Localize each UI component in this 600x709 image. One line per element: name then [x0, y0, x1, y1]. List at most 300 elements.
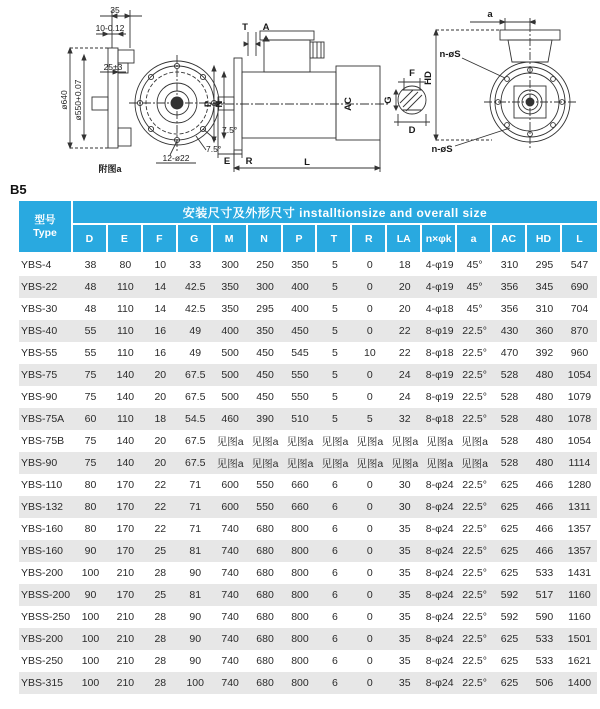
table-cell: 4-φ18	[425, 303, 454, 315]
table-cell: 28	[154, 677, 167, 689]
table-cell: 350	[291, 259, 309, 271]
row-type: YBS-315	[21, 677, 64, 689]
table-cell: 680	[256, 567, 274, 579]
table-cell: 740	[221, 523, 239, 535]
dim-label-ns-bottom: n-øS	[431, 144, 453, 155]
type-header-cn: 型号	[34, 214, 56, 227]
table-cell: 360	[535, 325, 554, 337]
table-cell: 80	[119, 259, 132, 271]
table-cell: 见图a	[216, 457, 244, 470]
table-cell: 90	[189, 611, 202, 623]
table-cell: 625	[500, 501, 519, 513]
table-cell: 100	[81, 677, 100, 689]
column-header-AC: AC	[492, 225, 527, 254]
table-cell: 517	[535, 589, 554, 601]
table-cell: 90	[84, 545, 97, 557]
table-cell: 28	[154, 567, 167, 579]
row-type: YBS-75A	[21, 413, 65, 425]
table-cell: 42.5	[185, 303, 206, 315]
table-cell: 35	[398, 633, 411, 645]
table-cell: 0	[366, 369, 373, 381]
table-cell: 8-φ24	[425, 655, 454, 667]
table-cell: 466	[535, 479, 554, 491]
table-cell: 24	[398, 369, 411, 381]
table-cell: 625	[500, 677, 519, 689]
table-cell: 310	[500, 259, 519, 271]
table-cell: 100	[81, 655, 100, 667]
table-cell: 5	[331, 369, 338, 381]
dimension-table	[19, 201, 597, 694]
dim-label-G: G	[383, 96, 394, 104]
table-cell: 0	[366, 633, 373, 645]
table-cell: 见图a	[461, 457, 489, 470]
table-cell: 550	[291, 369, 309, 381]
table-row	[19, 496, 597, 518]
table-cell: 80	[84, 479, 97, 491]
table-cell: 8-φ18	[425, 413, 454, 425]
motor-drawing-svg	[0, 0, 600, 180]
dim-label-P: P	[203, 100, 214, 108]
table-cell: 45°	[466, 303, 483, 315]
table-cell: 14	[154, 281, 167, 293]
table-cell: 8-φ24	[425, 677, 454, 689]
dim-label-F: F	[409, 68, 415, 79]
table-cell: 30	[398, 479, 411, 491]
table-cell: 1431	[567, 567, 592, 579]
table-cell: 500	[221, 369, 239, 381]
dim-label-holes: 12-ø22	[162, 153, 190, 163]
table-cell: 6	[331, 589, 338, 601]
table-row	[19, 518, 597, 540]
table-cell: 592	[500, 589, 519, 601]
dim-label-10: 10-0.12	[95, 23, 125, 33]
table-cell: 6	[331, 523, 338, 535]
table-cell: 见图a	[391, 435, 419, 448]
table-cell: 22	[398, 325, 411, 337]
table-cell: 480	[535, 391, 554, 403]
table-cell: 1357	[567, 523, 592, 535]
table-cell: 390	[256, 413, 274, 425]
table-cell: 680	[256, 545, 274, 557]
table-cell: 0	[366, 281, 373, 293]
table-cell: 35	[398, 611, 411, 623]
type-column-header	[19, 201, 73, 254]
table-row	[19, 320, 597, 342]
table-cell: 6	[331, 611, 338, 623]
table-cell: 800	[291, 567, 309, 579]
table-cell: 466	[535, 523, 554, 535]
table-cell: 480	[535, 413, 554, 425]
table-cell: 14	[154, 303, 167, 315]
table-cell: 8-φ24	[425, 611, 454, 623]
dim-label-a: a	[487, 9, 493, 20]
table-cell: 300	[256, 281, 274, 293]
table-cell: 22.5°	[462, 633, 487, 645]
table-cell: 24	[398, 391, 411, 403]
dim-label-25: 25±3	[103, 62, 123, 72]
table-cell: 5	[331, 325, 338, 337]
row-type: YBSS-200	[21, 589, 71, 601]
table-cell: 1160	[568, 611, 591, 623]
table-cell: 740	[221, 589, 239, 601]
table-cell: 356	[500, 303, 519, 315]
table-cell: 0	[366, 589, 373, 601]
table-cell: 见图a	[426, 435, 454, 448]
table-cell: 1079	[567, 391, 592, 403]
dim-label-N: N	[214, 100, 225, 108]
table-cell: 170	[116, 501, 135, 513]
table-cell: 8-φ24	[425, 589, 454, 601]
table-cell: 547	[570, 259, 589, 271]
table-cell: 295	[256, 303, 274, 315]
dim-label-E: E	[223, 156, 231, 167]
table-cell: 680	[256, 523, 274, 535]
table-cell: 350	[221, 281, 239, 293]
section-label: B5	[10, 182, 27, 197]
table-cell: 4-φ19	[425, 259, 454, 271]
table-cell: 170	[116, 479, 135, 491]
table-cell: 100	[186, 677, 204, 689]
table-cell: 800	[291, 655, 309, 667]
table-cell: 45°	[466, 259, 483, 271]
table-cell: 8-φ19	[425, 369, 454, 381]
dim-label-35: 35	[110, 5, 120, 15]
table-row	[19, 672, 597, 694]
table-cell: 见图a	[286, 435, 314, 448]
table-cell: 740	[221, 633, 239, 645]
table-cell: 680	[256, 611, 274, 623]
table-cell: 740	[221, 545, 239, 557]
table-cell: 590	[535, 611, 554, 623]
table-cell: 见图a	[391, 457, 419, 470]
table-cell: 500	[221, 347, 239, 359]
table-cell: 450	[256, 391, 274, 403]
table-cell: 0	[366, 523, 373, 535]
table-cell: 67.5	[185, 435, 206, 447]
table-cell: 533	[535, 655, 554, 667]
table-cell: 54.5	[185, 413, 206, 425]
table-cell: 见图a	[251, 435, 279, 448]
table-cell: 704	[570, 303, 589, 315]
table-row	[19, 628, 597, 650]
table-cell: 1357	[567, 545, 592, 557]
table-cell: 0	[366, 545, 373, 557]
table-cell: 20	[154, 457, 167, 469]
dim-label-T: T	[242, 22, 248, 33]
table-cell: 680	[256, 589, 274, 601]
table-cell: 625	[500, 479, 519, 491]
column-header-E: E	[108, 225, 143, 254]
table-cell: 1621	[567, 655, 592, 667]
table-cell: 170	[116, 545, 135, 557]
table-cell: 90	[189, 633, 202, 645]
column-header-R: R	[352, 225, 387, 254]
table-cell: 67.5	[185, 457, 206, 469]
table-row	[19, 430, 597, 452]
table-cell: 740	[221, 655, 239, 667]
row-type: YBS-250	[21, 655, 64, 667]
table-cell: 680	[256, 655, 274, 667]
row-type: YBS-40	[21, 325, 58, 337]
row-type: YBS-132	[21, 501, 64, 513]
table-cell: 22.5°	[462, 567, 487, 579]
table-cell: 450	[256, 347, 274, 359]
table-cell: 28	[154, 611, 167, 623]
table-cell: 0	[366, 303, 373, 315]
table-row	[19, 452, 597, 474]
column-header-D: D	[73, 225, 108, 254]
table-cell: 8-φ18	[425, 347, 454, 359]
table-cell: 210	[116, 677, 135, 689]
table-cell: 0	[366, 611, 373, 623]
table-cell: 8-φ19	[425, 391, 454, 403]
table-cell: 0	[366, 391, 373, 403]
table-cell: 6	[331, 479, 338, 491]
table-cell: 100	[81, 633, 100, 645]
table-cell: 110	[117, 347, 134, 359]
table-cell: 533	[535, 633, 554, 645]
table-cell: 35	[398, 677, 411, 689]
table-cell: 20	[154, 435, 167, 447]
table-cell: 28	[154, 633, 167, 645]
table-cell: 42.5	[185, 281, 206, 293]
column-header-HD: HD	[527, 225, 562, 254]
table-row	[19, 562, 597, 584]
row-type: YBS-160	[21, 523, 64, 535]
table-cell: 6	[331, 567, 338, 579]
table-cell: 140	[116, 457, 135, 469]
table-cell: 210	[116, 611, 135, 623]
table-cell: 1400	[567, 677, 592, 689]
drawing-labels	[59, 5, 493, 174]
table-header	[19, 201, 597, 254]
table-row	[19, 254, 597, 276]
table-cell: 55	[84, 325, 97, 337]
table-cell: 295	[535, 259, 554, 271]
dim-label-D: D	[408, 125, 416, 136]
table-cell: 22.5°	[462, 655, 487, 667]
table-cell: 350	[256, 325, 274, 337]
column-header-F: F	[143, 225, 178, 254]
table-cell: 528	[500, 435, 519, 447]
table-cell: 22.5°	[462, 545, 487, 557]
table-cell: 1280	[567, 479, 592, 491]
table-cell: 110	[117, 325, 134, 337]
table-cell: 5	[331, 259, 338, 271]
table-cell: 35	[398, 545, 411, 557]
table-cell: 90	[84, 589, 97, 601]
table-cell: 22.5°	[462, 611, 487, 623]
table-cell: 740	[221, 567, 239, 579]
table-cell: 5	[331, 303, 338, 315]
table-cell: 18	[398, 259, 411, 271]
table-cell: 35	[398, 567, 411, 579]
table-cell: 210	[116, 633, 135, 645]
table-cell: 625	[500, 523, 519, 535]
dim-label-A: A	[262, 22, 270, 33]
table-cell: 45°	[466, 281, 483, 293]
table-cell: 48	[84, 281, 97, 293]
table-cell: 680	[256, 633, 274, 645]
table-cell: 22.5°	[462, 369, 487, 381]
table-cell: 49	[189, 347, 202, 359]
dim-label-L: L	[304, 157, 310, 168]
table-cell: 400	[221, 325, 239, 337]
table-cell: 60	[84, 413, 97, 425]
row-type: YBS-110	[21, 479, 63, 491]
dim-label-ns-top: n-øS	[439, 49, 461, 60]
column-header-P: P	[283, 225, 318, 254]
table-cell: 1501	[567, 633, 592, 645]
row-type: YBS-90	[21, 391, 58, 403]
column-header-L: L	[562, 225, 597, 254]
table-cell: 800	[291, 633, 309, 645]
row-type: YBS-200	[21, 567, 64, 579]
table-cell: 210	[116, 567, 135, 579]
table-cell: 见图a	[216, 435, 244, 448]
table-cell: 600	[221, 479, 239, 491]
dim-label-AC: AC	[343, 97, 354, 111]
table-cell: 49	[189, 325, 202, 337]
column-header-G: G	[178, 225, 213, 254]
table-cell: 740	[221, 677, 239, 689]
table-cell: 20	[398, 281, 411, 293]
table-cell: 20	[154, 391, 167, 403]
table-cell: 48	[84, 303, 97, 315]
row-type: YBS-200	[21, 633, 64, 645]
row-type: YBS-75	[21, 369, 58, 381]
column-header-a: a	[457, 225, 492, 254]
table-cell: 480	[535, 457, 554, 469]
row-type: YBS-4	[21, 259, 52, 271]
table-cell: 5	[331, 347, 338, 359]
table-cell: 680	[256, 677, 274, 689]
table-cell: 6	[331, 545, 338, 557]
table-cell: 140	[116, 369, 135, 381]
table-cell: 625	[500, 633, 519, 645]
table-cell: 16	[154, 325, 167, 337]
table-cell: 71	[189, 523, 202, 535]
table-cell: 8-φ19	[425, 325, 454, 337]
table-cell: 800	[291, 545, 309, 557]
table-cell: 1054	[567, 435, 592, 447]
table-cell: 71	[189, 501, 202, 513]
row-type: YBS-90	[21, 457, 58, 469]
table-cell: 22.5°	[462, 501, 487, 513]
table-cell: 690	[570, 281, 589, 293]
table-cell: 6	[331, 501, 338, 513]
dim-label-dia640: ø640	[59, 90, 69, 110]
table-cell: 1078	[567, 413, 592, 425]
table-cell: 22	[154, 479, 167, 491]
table-cell: 470	[500, 347, 519, 359]
table-cell: 660	[291, 479, 309, 491]
table-cell: 8-φ24	[425, 567, 454, 579]
table-cell: 33	[189, 259, 202, 271]
table-cell: 35	[398, 655, 411, 667]
table-row	[19, 474, 597, 496]
column-header-row	[19, 225, 597, 254]
table-cell: 6	[331, 677, 338, 689]
table-cell: 8-φ24	[425, 523, 454, 535]
table-cell: 5	[331, 413, 338, 425]
table-cell: 506	[535, 677, 554, 689]
table-cell: 625	[500, 655, 519, 667]
table-cell: 75	[84, 435, 97, 447]
table-cell: 0	[366, 677, 373, 689]
row-type: YBS-75B	[21, 435, 65, 447]
table-cell: 545	[291, 347, 309, 359]
table-cell: 20	[398, 303, 411, 315]
table-cell: 80	[84, 523, 97, 535]
table-cell: 400	[291, 303, 309, 315]
table-cell: 740	[221, 611, 239, 623]
table-cell: 见图a	[321, 435, 349, 448]
technical-drawings	[0, 0, 600, 180]
table-cell: 22.5°	[462, 589, 487, 601]
table-cell: 25	[154, 589, 167, 601]
table-cell: 8-φ24	[425, 479, 454, 491]
table-cell: 见图a	[426, 457, 454, 470]
table-cell: 356	[500, 281, 519, 293]
table-cell: 140	[116, 391, 135, 403]
table-cell: 466	[535, 545, 554, 557]
table-cell: 5	[331, 391, 338, 403]
table-cell: 528	[500, 369, 519, 381]
table-cell: 22.5°	[462, 413, 487, 425]
table-cell: 75	[84, 391, 97, 403]
type-header-en: Type	[33, 226, 57, 239]
table-cell: 466	[535, 501, 554, 513]
table-cell: 170	[116, 523, 135, 535]
column-header-LA: LA	[387, 225, 422, 254]
table-cell: 22	[398, 347, 411, 359]
table-cell: 392	[535, 347, 554, 359]
row-type: YBS-55	[21, 347, 58, 359]
table-row	[19, 298, 597, 320]
table-cell: 450	[256, 369, 274, 381]
table-cell: 67.5	[185, 369, 206, 381]
table-cell: 见图a	[356, 457, 384, 470]
table-cell: 600	[221, 501, 239, 513]
table-cell: 510	[291, 413, 309, 425]
table-cell: 528	[500, 457, 519, 469]
table-body	[19, 254, 597, 694]
row-type: YBS-160	[21, 545, 64, 557]
row-type: YBS-30	[21, 303, 58, 315]
table-row	[19, 650, 597, 672]
table-cell: 10	[363, 347, 376, 359]
table-row	[19, 584, 597, 606]
table-cell: 533	[535, 567, 554, 579]
table-cell: 28	[154, 655, 167, 667]
table-row	[19, 364, 597, 386]
table-cell: 6	[331, 633, 338, 645]
column-header-T: T	[317, 225, 352, 254]
table-cell: 0	[366, 655, 373, 667]
table-cell: 见图a	[286, 457, 314, 470]
table-cell: 71	[189, 479, 202, 491]
table-row	[19, 342, 597, 364]
table-cell: 100	[81, 611, 100, 623]
table-cell: 310	[535, 303, 554, 315]
table-cell: 140	[116, 435, 135, 447]
table-cell: 22.5°	[462, 479, 487, 491]
table-row	[19, 386, 597, 408]
table-cell: 22.5°	[462, 347, 487, 359]
column-header-M: M	[213, 225, 248, 254]
table-cell: 35	[398, 523, 411, 535]
